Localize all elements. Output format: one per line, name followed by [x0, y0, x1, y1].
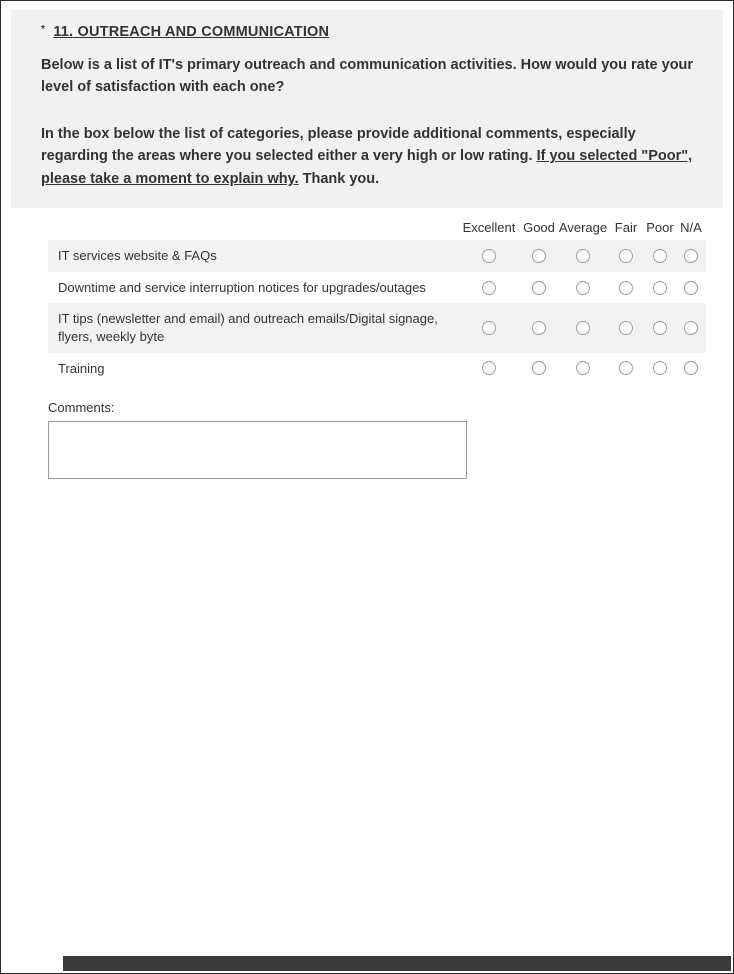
instructions-closing-text: Thank you. [298, 170, 380, 187]
radio-cell [608, 272, 644, 304]
row-label: IT services website & FAQs [58, 248, 217, 264]
radio-average[interactable] [576, 321, 590, 335]
radio-good[interactable] [532, 281, 546, 295]
matrix-row [48, 303, 706, 352]
required-asterisk: * [41, 24, 46, 35]
radio-good[interactable] [532, 321, 546, 335]
column-header-fair: Fair [614, 220, 638, 236]
question-instructions [41, 123, 695, 190]
instructions-underlined-text: If you selected "Poor", please take a moment to explain why. [41, 148, 693, 187]
radio-cell [676, 272, 706, 304]
column-header-na: N/A [680, 220, 702, 236]
radio-cell [520, 353, 558, 385]
radio-cell [676, 353, 706, 385]
radio-average[interactable] [576, 361, 590, 375]
radio-excellent[interactable] [482, 249, 496, 263]
comments-label: Comments: [48, 400, 115, 416]
matrix-row [48, 272, 706, 304]
radio-cell [558, 272, 608, 304]
question-intro: Below is a list of IT's primary outreach and communication activities. How would you rate your level of satisfaction with each one? [41, 57, 694, 96]
radio-fair[interactable] [619, 281, 633, 295]
question-header [11, 10, 723, 208]
radio-average[interactable] [576, 249, 590, 263]
instructions-text: In the box below the list of categories, please provide additional comments, especially regarding the areas where you selected either a very high or low rating. [41, 125, 636, 165]
radio-fair[interactable] [619, 249, 633, 263]
column-header-good: Good [523, 220, 555, 236]
radio-average[interactable] [576, 281, 590, 295]
radio-cell [558, 240, 608, 272]
matrix-row [48, 240, 706, 272]
radio-cell [644, 272, 676, 304]
question-title [41, 24, 695, 40]
footer-bar [63, 956, 731, 971]
radio-na[interactable] [684, 321, 698, 335]
radio-cell [644, 353, 676, 385]
row-label: IT tips (newsletter and email) and outreach emails/Digital signage, flyers, weekly byte [58, 311, 438, 344]
column-header-average: Average [558, 220, 608, 236]
row-label: Training [58, 360, 105, 376]
radio-cell [558, 303, 608, 352]
radio-excellent[interactable] [482, 281, 496, 295]
radio-cell [458, 353, 520, 385]
row-label: Downtime and service interruption notices for upgrades/outages [58, 279, 426, 295]
radio-cell [608, 240, 644, 272]
radio-cell [458, 272, 520, 304]
radio-cell [644, 240, 676, 272]
radio-cell [520, 303, 558, 352]
radio-good[interactable] [532, 361, 546, 375]
radio-fair[interactable] [619, 321, 633, 335]
radio-cell [458, 303, 520, 352]
radio-excellent[interactable] [482, 321, 496, 335]
column-header-excellent: Excellent [462, 220, 516, 236]
radio-cell [676, 240, 706, 272]
radio-na[interactable] [684, 361, 698, 375]
radio-poor[interactable] [653, 281, 667, 295]
radio-na[interactable] [684, 249, 698, 263]
radio-good[interactable] [532, 249, 546, 263]
radio-poor[interactable] [653, 321, 667, 335]
rating-matrix [48, 220, 706, 384]
radio-na[interactable] [684, 281, 698, 295]
radio-cell [608, 303, 644, 352]
radio-cell [558, 353, 608, 385]
radio-cell [644, 303, 676, 352]
radio-cell [608, 353, 644, 385]
matrix-rows [48, 240, 706, 384]
matrix-header-row [48, 220, 706, 240]
radio-excellent[interactable] [482, 361, 496, 375]
radio-cell [676, 303, 706, 352]
matrix-row [48, 353, 706, 385]
question-heading: 11. OUTREACH AND COMMUNICATION [53, 24, 330, 40]
radio-poor[interactable] [653, 249, 667, 263]
comments-textarea[interactable] [48, 421, 467, 479]
radio-cell [458, 240, 520, 272]
radio-fair[interactable] [619, 361, 633, 375]
radio-poor[interactable] [653, 361, 667, 375]
radio-cell [520, 272, 558, 304]
column-header-poor: Poor [646, 220, 674, 236]
radio-cell [520, 240, 558, 272]
